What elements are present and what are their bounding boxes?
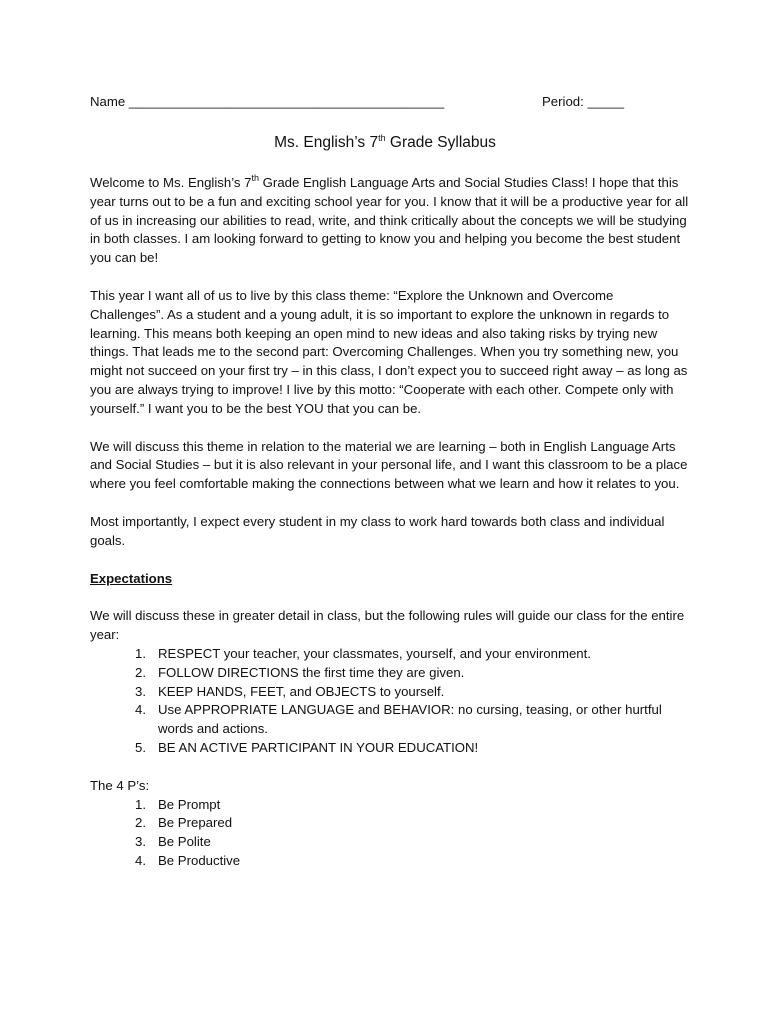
- period-field: Period: _____: [542, 94, 625, 109]
- list-text: Be Polite: [158, 834, 211, 850]
- discussion-paragraph: We will discuss this theme in relation to the material we are learning – both in English Language Arts and Social Studies – but it is also relevant in your personal life, and I want this classroom to be a place where you feel comfortable making the connections between what we learn and how it relates to you.: [90, 438, 688, 492]
- list-item: [90, 796, 690, 815]
- list-item: [90, 814, 690, 833]
- list-number: 3.: [135, 834, 146, 850]
- list-text: Use APPROPRIATE LANGUAGE and BEHAVIOR: no cursing, teasing, or other hurtful words and actions.: [158, 702, 662, 737]
- rules-list: [90, 645, 690, 758]
- list-number: 2.: [135, 815, 146, 831]
- expectations-intro: We will discuss these in greater detail in class, but the following rules will guide our class for the entire year:: [90, 608, 685, 643]
- list-number: 1.: [135, 796, 146, 812]
- list-text: Be Productive: [158, 852, 241, 868]
- list-text: FOLLOW DIRECTIONS the first time they are given.: [158, 664, 465, 680]
- list-item: [90, 833, 690, 852]
- list-number: 5.: [135, 739, 146, 755]
- list-item: [90, 852, 690, 871]
- name-field: Name ___________________________________________: [90, 94, 445, 109]
- list-item: [90, 683, 690, 702]
- page-title: [90, 132, 680, 153]
- list-number: 3.: [135, 683, 146, 699]
- expectations-heading: Expectations: [90, 570, 173, 586]
- four-ps-heading: The 4 P’s:: [90, 777, 150, 793]
- list-number: 4.: [135, 852, 146, 868]
- list-number: 1.: [135, 645, 146, 661]
- list-number: 2.: [135, 664, 146, 680]
- list-text: Be Prompt: [158, 796, 221, 812]
- theme-paragraph: This year I want all of us to live by this class theme: “Explore the Unknown and Overcome Challenges”. As a student and a young adult, it is so important to explore the unknown in regards to learning. This means both keeping an open mind to new ideas and also taking risks by trying new things. That leads me to the second part: Overcoming Challenges. When you try something new, you might not succeed on your first try – in this class, I don’t expect you to succeed right away – as long as you are always trying to improve! I live by this motto: “Cooperate with each other. Compete only with yourself.” I want you to be the best YOU that you can be.: [90, 287, 688, 416]
- list-item: [90, 739, 690, 758]
- list-item: [90, 664, 690, 683]
- header-row: [90, 93, 690, 112]
- intro-paragraph: [90, 174, 690, 268]
- title-suffix: Grade Syllabus: [385, 134, 496, 151]
- goals-paragraph: Most importantly, I expect every student in my class to work hard towards both class and individual goals.: [90, 513, 665, 548]
- list-number: 4.: [135, 702, 146, 718]
- title-superscript: th: [378, 133, 386, 143]
- intro-prefix: Welcome to Ms. English’s 7: [90, 175, 252, 190]
- intro-suffix: Grade English Language Arts and Social Studies Class! I hope that this year turns out to be a fun and exciting school year for you. I know that it will be a productive year for all of us in increasing our abilities to read, write, and think critically about the concepts we will be studying in both classes. I am looking forward to getting to know you and helping you become the best student you can be!: [90, 175, 689, 266]
- list-text: KEEP HANDS, FEET, and OBJECTS to yourself.: [158, 683, 445, 699]
- list-item: [90, 701, 690, 739]
- intro-superscript: th: [251, 173, 260, 183]
- syllabus-page: [90, 93, 690, 871]
- list-item: [90, 645, 690, 664]
- list-text: RESPECT your teacher, your classmates, yourself, and your environment.: [158, 645, 591, 661]
- four-ps-list: [90, 796, 690, 871]
- list-text: BE AN ACTIVE PARTICIPANT IN YOUR EDUCATION!: [158, 739, 479, 755]
- title-prefix: Ms. English’s 7: [274, 134, 379, 151]
- list-text: Be Prepared: [158, 815, 233, 831]
